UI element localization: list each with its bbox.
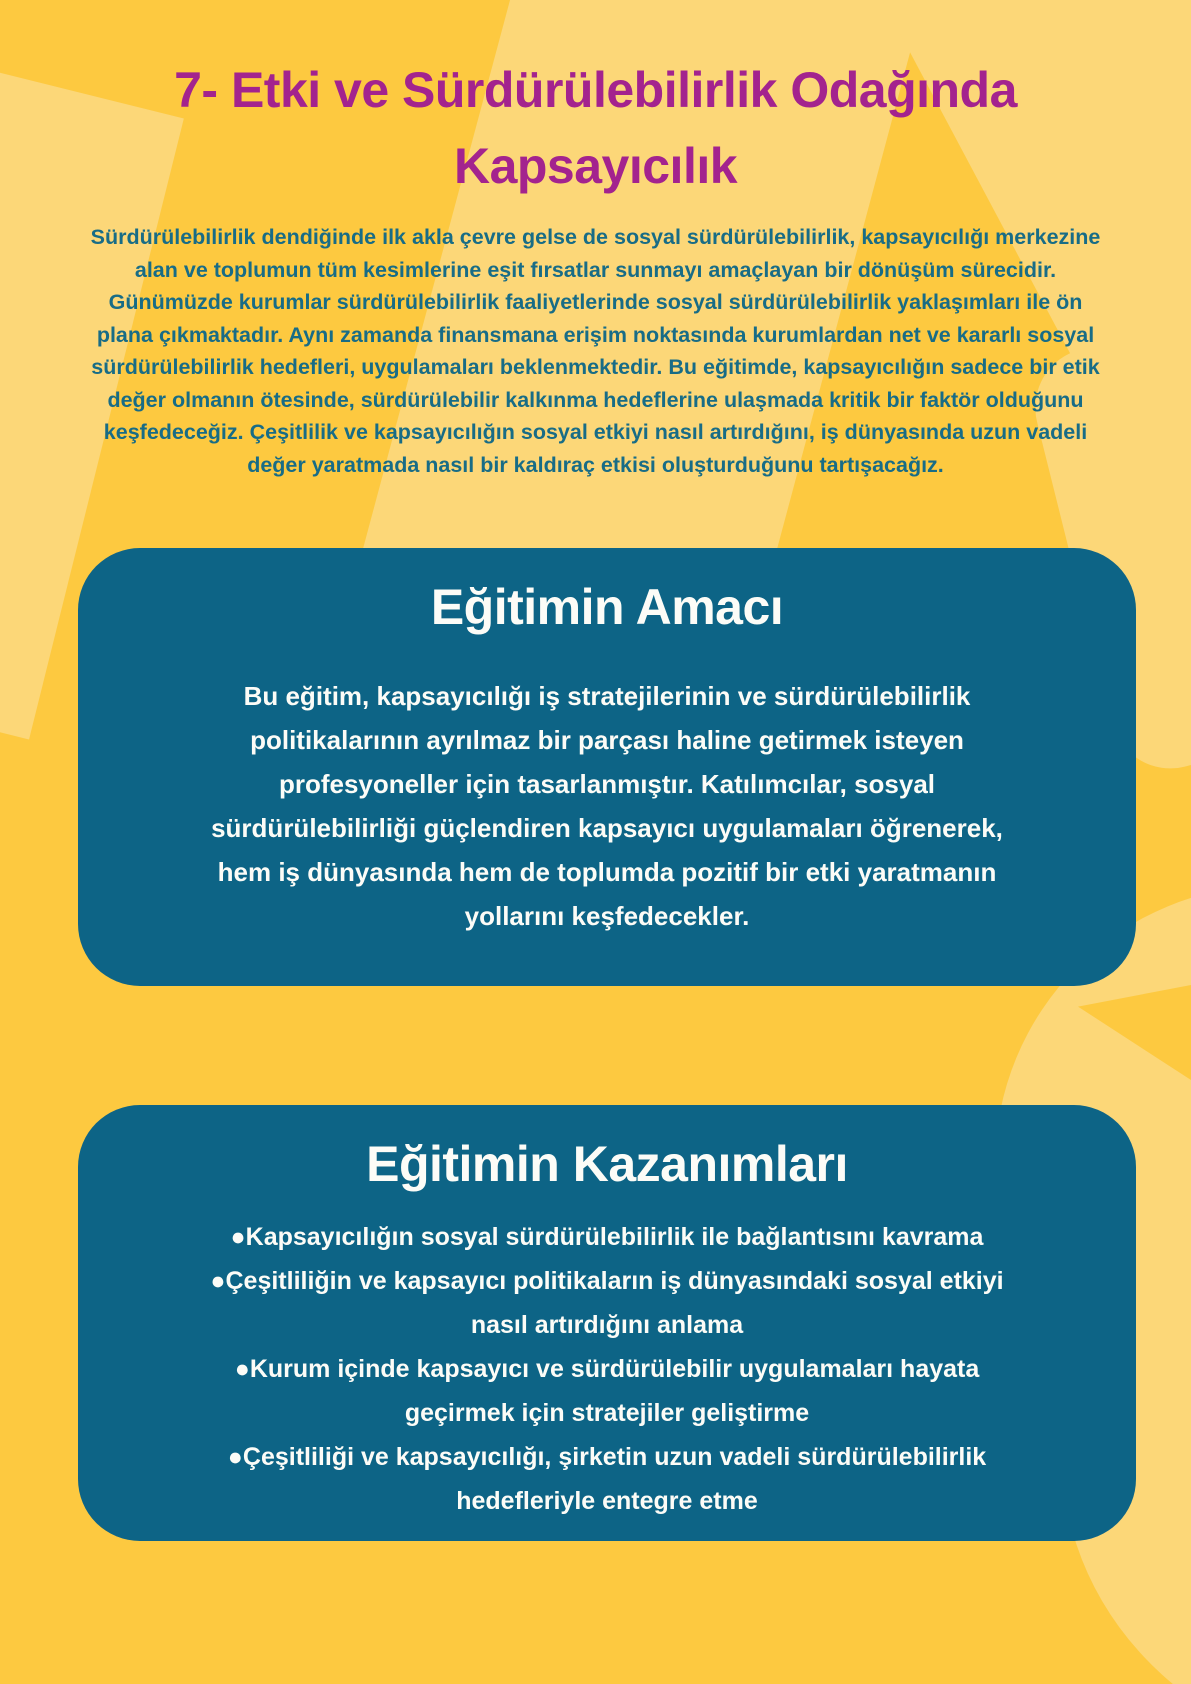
intro-line: keşfedeceğiz. Çeşitlilik ve kapsayıcılığın sosyal etkiyi nasıl artırdığını, iş dünyasında uzun vadeli [103, 420, 1088, 444]
purpose-line: yollarını keşfedecekler. [464, 901, 750, 931]
intro-line: sürdürülebilirlik hedefleri, uygulamaları beklenmektedir. Bu eğitimde, kapsayıcılığın sadece bir etik [91, 355, 1100, 379]
outcome-line: hedefleriyle entegre etme [456, 1487, 758, 1515]
purpose-line: Bu eğitim, kapsayıcılığı iş stratejilerinin ve sürdürülebilirlik [243, 681, 971, 711]
purpose-body [78, 674, 1136, 938]
page-title [0, 52, 1191, 204]
intro-line: değer yaratmada nasıl bir kaldıraç etkisi oluşturduğunu tartışacağız. [247, 452, 944, 477]
intro-line: değer olmanın ötesinde, sürdürülebilir kalkınma hedeflerine ulaşmada kritik bir faktör olduğunu [107, 387, 1084, 412]
outcome-line: ●Kurum içinde kapsayıcı ve sürdürülebilir uygulamaları hayata [234, 1355, 980, 1383]
purpose-line: hem iş dünyasında hem de toplumda pozitif bir etki yaratmanın [217, 857, 997, 887]
page-title-line-1: 7- Etki ve Sürdürülebilirlik Odağında [174, 62, 1017, 118]
outcome-line: ●Çeşitliliğin ve kapsayıcı politikaların iş dünyasındaki sosyal etkiyi [210, 1267, 1004, 1295]
outcomes-panel [78, 1105, 1136, 1541]
intro-line: alan ve toplumun tüm kesimlerine eşit fırsatlar sunmayı amaçlayan bir dönüşüm sürecidir. [134, 257, 1057, 282]
outcome-line: nasıl artırdığını anlama [470, 1311, 744, 1339]
purpose-line: sürdürülebilirliği güçlendiren kapsayıcı uygulamaları öğrenerek, [211, 813, 1003, 843]
purpose-line: profesyoneller için tasarlanmıştır. Katılımcılar, sosyal [278, 769, 936, 799]
purpose-heading: Eğitimin Amacı [430, 579, 784, 635]
intro-line: Günümüzde kurumlar sürdürülebilirlik faaliyetlerinde sosyal sürdürülebilirlik yaklaşımları ile ön [108, 290, 1083, 314]
outcomes-heading: Eğitimin Kazanımları [366, 1136, 848, 1192]
page-title-line-2: Kapsayıcılık [453, 138, 738, 194]
intro-line: Sürdürülebilirlik dendiğinde ilk akla çevre gelse de sosyal sürdürülebilirlik, kapsayıcılığı merkezine [90, 225, 1101, 249]
outcomes-list [78, 1215, 1136, 1523]
outcome-line: geçirmek için stratejiler geliştirme [404, 1399, 810, 1427]
outcome-line: ●Çeşitliliği ve kapsayıcılığı, şirketin uzun vadeli sürdürülebilirlik [227, 1443, 987, 1471]
purpose-line: politikalarının ayrılmaz bir parçası haline getirmek isteyen [250, 725, 964, 755]
outcome-line: ●Kapsayıcılığın sosyal sürdürülebilirlik ile bağlantısını kavrama [230, 1223, 984, 1251]
purpose-panel [78, 548, 1136, 986]
intro-line: plana çıkmaktadır. Aynı zamanda finansmana erişim noktasında kurumlardan net ve kararlı sosyal [96, 322, 1095, 347]
intro-paragraph [45, 221, 1146, 481]
